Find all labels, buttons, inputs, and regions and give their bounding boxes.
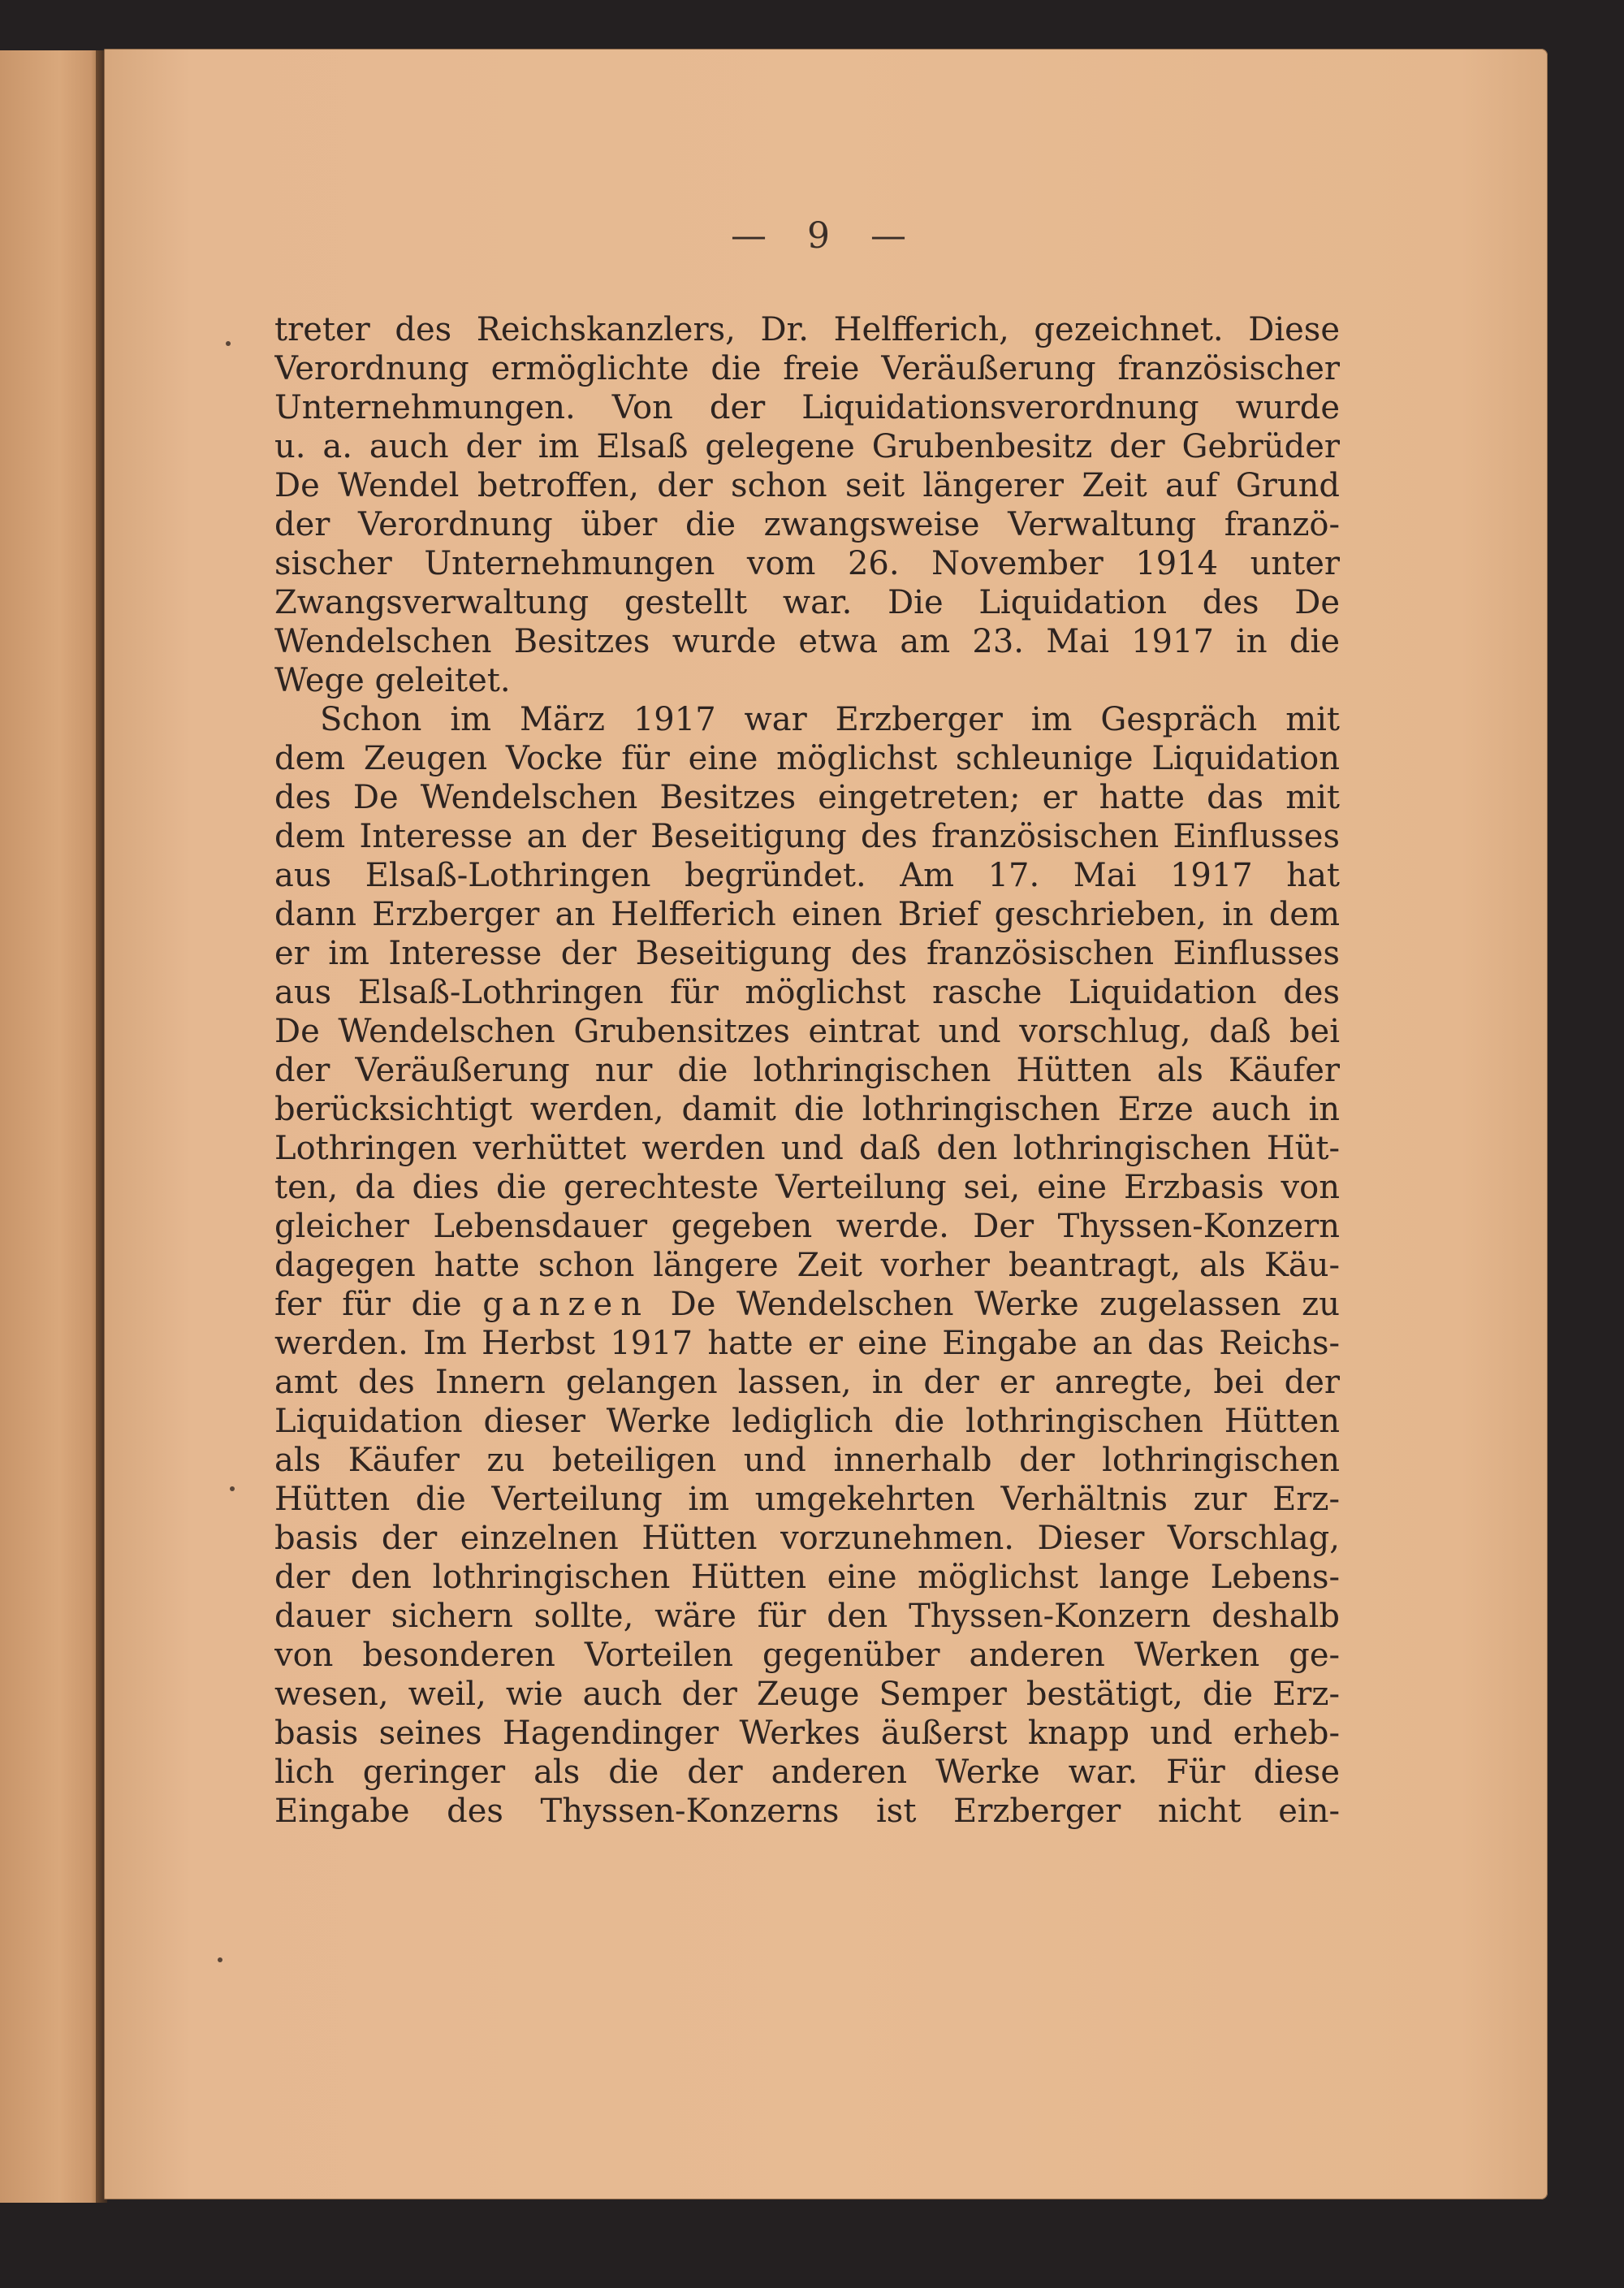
text-line: dauer sichern sollte, wäre für den Thyssen-Konzern deshalb [274,1598,1340,1635]
text-line: der den lothringischen Hütten eine möglichst lange Lebens- [274,1559,1340,1596]
text-line: Verordnung ermöglichte die freie Veräußerung französischer [274,350,1340,387]
text-line: Eingabe des Thyssen-Konzerns ist Erzberger nicht ein- [274,1793,1340,1830]
text-line: sischer Unternehmungen vom 26. November 1914 unter [274,545,1340,582]
text-line: De Wendel betroffen, der schon seit längerer Zeit auf Grund [274,467,1340,504]
text-line: basis seines Hagendinger Werkes äußerst knapp und erheb- [274,1715,1340,1752]
text-line: Liquidation dieser Werke lediglich die lothringischen Hütten [274,1403,1340,1440]
book-page [104,49,1548,2199]
text-line: gleicher Lebensdauer gegeben werde. Der Thyssen-Konzern [274,1208,1340,1245]
text-line: dem Zeugen Vocke für eine möglichst schleunige Liquidation [274,740,1340,777]
text-line: Unternehmungen. Von der Liquidationsverordnung wurde [274,389,1340,426]
text-line: u. a. auch der im Elsaß gelegene Grubenbesitz der Gebrüder [274,428,1340,465]
text-line: De Wendelschen Grubensitzes eintrat und vorschlug, daß bei [274,1013,1340,1050]
emphasized-word: ganzen [482,1286,650,1323]
text-line: basis der einzelnen Hütten vorzunehmen. Dieser Vorschlag, [274,1520,1340,1557]
text-line: amt des Innern gelangen lassen, in der er anregte, bei der [274,1364,1340,1401]
text-line: der Verordnung über die zwangsweise Verwaltung franzö- [274,506,1340,543]
text-line: dem Interesse an der Beseitigung des französischen Einflusses [274,818,1340,855]
text-line: Wendelschen Besitzes wurde etwa am 23. Mai 1917 in die [274,623,1340,660]
text-line: Hütten die Verteilung im umgekehrten Verhältnis zur Erz- [274,1481,1340,1518]
text-line: als Käufer zu beteiligen und innerhalb der lothringischen [274,1442,1340,1479]
text-line: werden. Im Herbst 1917 hatte er eine Eingabe an das Reichs- [274,1325,1340,1362]
text-line: aus Elsaß-Lothringen für möglichst rasche Liquidation des [274,974,1340,1011]
text-line: Zwangsverwaltung gestellt war. Die Liquidation des De [274,584,1340,621]
page-number: — 9 — [731,215,921,257]
paper-speck [230,1486,235,1491]
text-line: er im Interesse der Beseitigung des französischen Einflusses [274,935,1340,972]
text-line: wesen, weil, wie auch der Zeuge Semper bestätigt, die Erz- [274,1676,1340,1713]
facing-page-edge [0,50,99,2203]
text-line: des De Wendelschen Besitzes eingetreten; er hatte das mit [274,779,1340,816]
text-segment: De Wendelschen Werke zugelassen zu [670,1286,1340,1323]
text-line: dagegen hatte schon längere Zeit vorher beantragt, als Käu- [274,1247,1340,1284]
text-line: aus Elsaß-Lothringen begründet. Am 17. Mai 1917 hat [274,857,1340,894]
text-line: dann Erzberger an Helfferich einen Brief geschrieben, in dem [274,896,1340,933]
text-line: lich geringer als die der anderen Werke war. Für diese [274,1754,1340,1791]
paper-speck [218,1957,222,1962]
text-line: Schon im März 1917 war Erzberger im Gespräch mit [320,701,1340,738]
text-line [274,1285,1340,1324]
text-line: von besonderen Vorteilen gegenüber anderen Werken ge- [274,1637,1340,1674]
text-line: Wege geleitet. [274,662,511,699]
paper-speck [226,341,231,346]
body-text [274,310,1340,1831]
text-line: Lothringen verhüttet werden und daß den lothringischen Hüt- [274,1130,1340,1167]
text-line: der Veräußerung nur die lothringischen Hütten als Käufer [274,1052,1340,1089]
text-line: berücksichtigt werden, damit die lothringischen Erze auch in [274,1091,1340,1128]
text-segment: fer für die [274,1286,462,1323]
text-line: treter des Reichskanzlers, Dr. Helfferich, gezeichnet. Diese [274,311,1340,348]
text-line: ten, da dies die gerechteste Verteilung sei, eine Erzbasis von [274,1169,1340,1206]
